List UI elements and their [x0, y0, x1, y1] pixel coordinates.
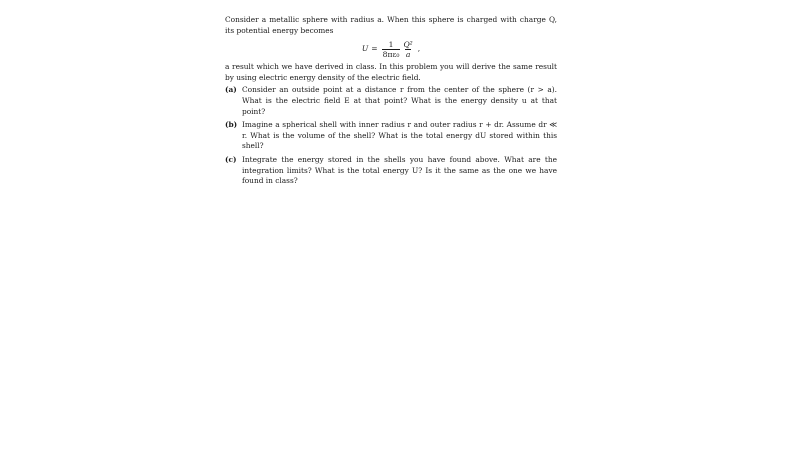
problem-part-c [225, 155, 557, 187]
fraction-radius-denominator: a [405, 49, 411, 59]
equation-trailing-comma: , [417, 43, 421, 53]
problem-part-b [225, 120, 557, 152]
after-equation-paragraph: a result which we have derived in class. In this problem you will derive the same result by using electric energy density of the electric field. [225, 62, 557, 82]
fraction-charge-numerator: Q² [403, 39, 413, 49]
problem-parts-list [225, 85, 557, 186]
problem-document [225, 15, 557, 190]
part-label: (a) [225, 85, 237, 95]
part-text: Consider an outside point at a distance r from the center of the sphere (r > a). What is the electric field E at that point? What is the energy density u at that point? [242, 85, 557, 116]
equation-equals: = [371, 43, 378, 53]
fraction-constant [382, 40, 401, 59]
intro-paragraph: Consider a metallic sphere with radius a. When this sphere is charged with charge Q, its potential energy becomes [225, 15, 557, 35]
potential-energy-equation [225, 37, 557, 61]
problem-part-a [225, 85, 557, 117]
part-text: Imagine a spherical shell with inner radius r and outer radius r + dr. Assume dr ≪ r. What is the volume of the shell? What is the total energy dU stored within this shell? [242, 120, 557, 151]
part-label: (c) [225, 154, 237, 164]
fraction-constant-numerator: 1 [388, 39, 394, 49]
part-text: Integrate the energy stored in the shells you have found above. What are the integration limits? What is the total energy U? Is it the same as the one we have found in class? [242, 154, 557, 186]
fraction-charge-radius [402, 40, 413, 59]
part-label: (b) [225, 120, 238, 130]
fraction-constant-denominator: 8πε₀ [382, 49, 400, 59]
equation-lhs: U [361, 43, 369, 53]
